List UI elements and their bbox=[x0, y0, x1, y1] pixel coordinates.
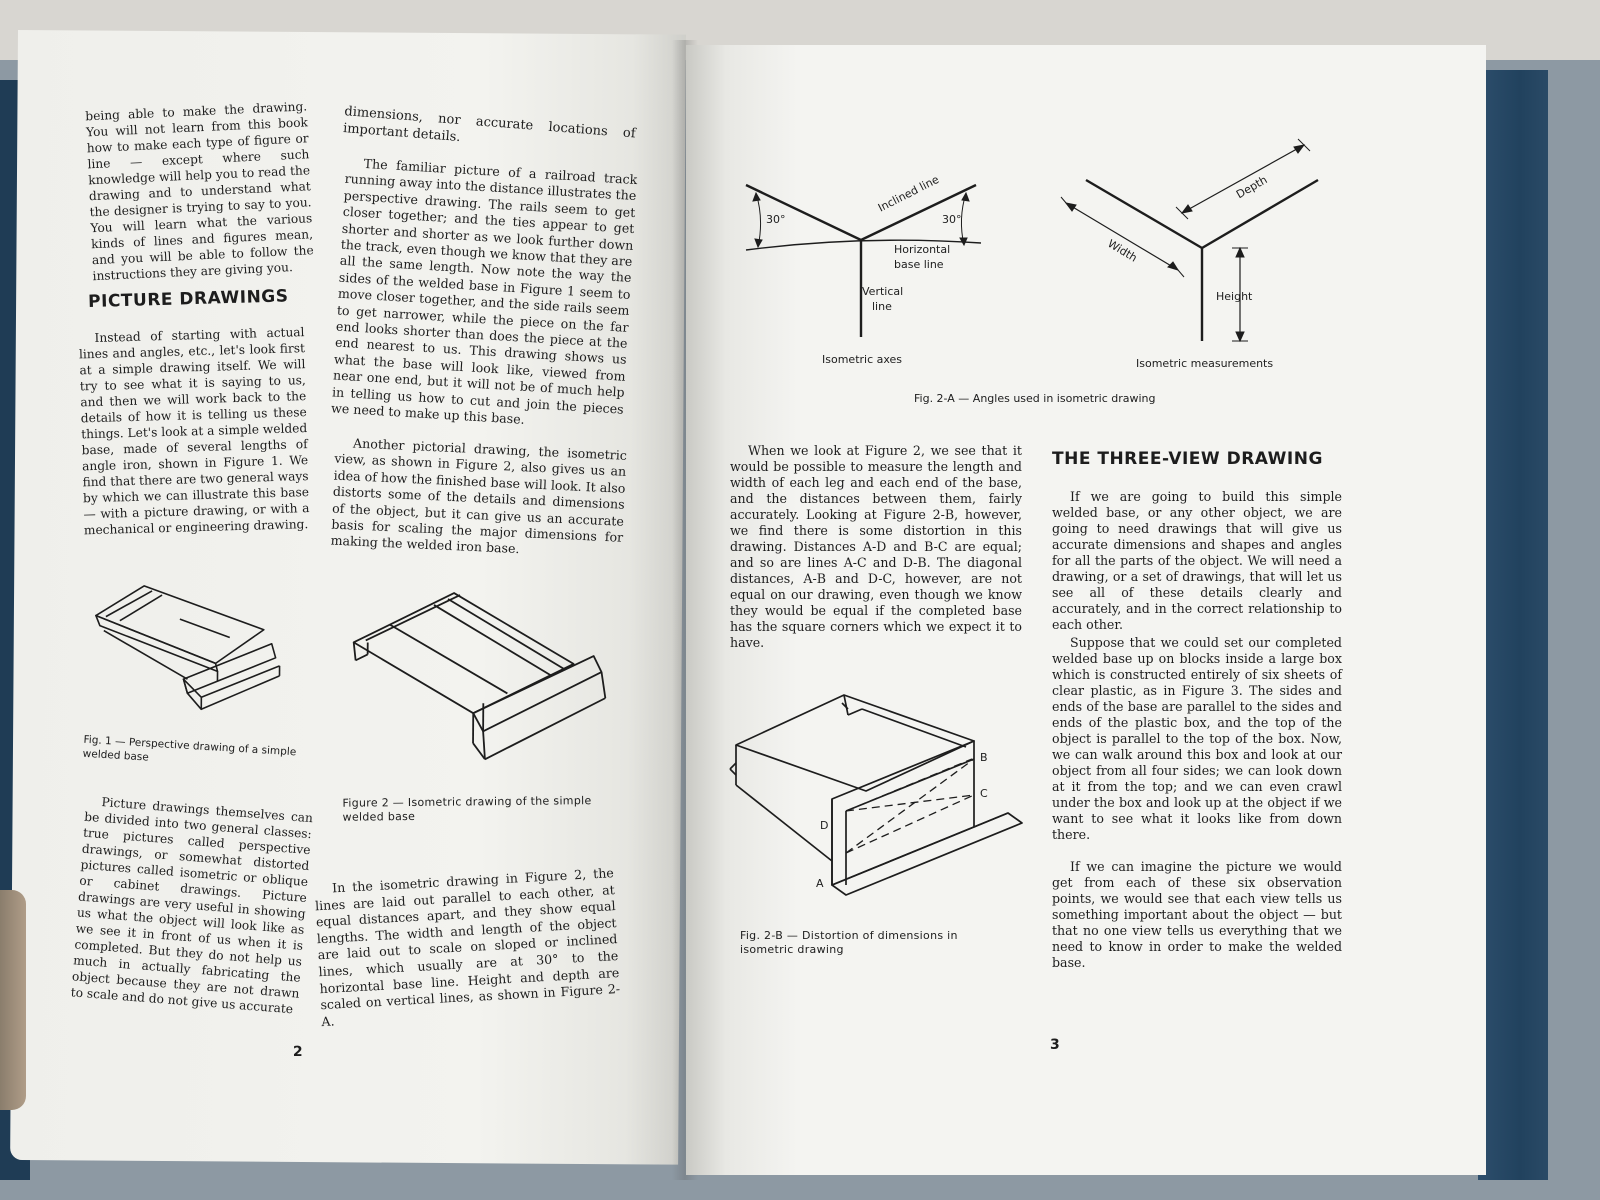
figure-2-caption: Figure 2 — Isometric drawing of the simple welded base bbox=[342, 794, 592, 824]
figure-1-perspective-base bbox=[83, 570, 294, 721]
figure-2-isometric-base bbox=[343, 582, 614, 764]
right-page bbox=[686, 45, 1486, 1175]
right-col2-para1: If we are going to build this simple welded base, or any other object, we are going to need drawings that will give us accurate dimensions and shapes and angles for all the parts of the object. We will need a drawing, or a set of drawings, that will let us see all of these details clearly and accurately, and in the correct relationship to each other. bbox=[1052, 489, 1342, 632]
figure-2b-caption: Fig. 2-B — Distortion of dimensions in isometric drawing bbox=[740, 929, 958, 956]
angle-left-label: 30° bbox=[766, 213, 786, 226]
thumb-edge bbox=[0, 890, 26, 1110]
left-col1-para: Instead of starting with actual lines and angles, etc., let's look first at a simple drawing itself. We will try to see what it is saying to us, and then we will work back to the details of how it is telling us these things. Let's look at a simple welded base, made of several lengths of angle iron, shown in Figure 1. We find that there are two general ways by which we can illustrate this base — with a picture drawing, or with a mechanical or engineering drawing. bbox=[78, 325, 310, 538]
left-col2-top: dimensions, nor accurate locations of important details. bbox=[342, 104, 637, 145]
isometric-measurements-caption: Isometric measurements bbox=[1136, 357, 1274, 370]
right-col2-para3: If we can imagine the picture we would get from each of these six observation points, we would see that each view tells us something important about the object — but that no one view tells us everything that we need to know in order to make the welded base. bbox=[1052, 859, 1342, 970]
figure-1-caption: Fig. 1 — Perspective drawing of a simple welded base bbox=[82, 733, 297, 764]
right-col1-para: When we look at Figure 2, we see that it would be possible to measure the length and width of each leg and each end of the base, and the distances between them, fairly accurately. Looking at Figure 2-B, however, we find there is some distortion in this drawing. Distances A-D and B-C are equal; and so are lines A-C and D-B. The diagonal distances, A-B and D-C, however, are not equal on our drawing, even though we know they would be equal if the completed base has the square corners which we expect it to have. bbox=[730, 443, 1022, 650]
heading-three-view-drawing: THE THREE-VIEW DRAWING bbox=[1052, 449, 1323, 469]
figure-2a-isometric-axes bbox=[736, 172, 996, 375]
left-col1-intro: being able to make the drawing. You will not learn from this book how to make each type of figure or line — except where such knowledge will help you to read the drawing and to understand what the designer is trying to say to you. You will learn what the various kinds of lines and figures mean, and you will be able to follow the instructions they are giving you. bbox=[85, 99, 314, 284]
heading-picture-drawings: PICTURE DRAWINGS bbox=[87, 286, 289, 312]
left-col2-bottom: In the isometric drawing in Figure 2, the lines are laid out parallel to each other, at equal distances apart, and they show equal lengths. The width and length of the object are laid out to scale on sloped or inclined lines, which usually are at 30° to the horizontal base line. Height and depth are scaled on vertical lines, as shown in Figure 2-A. bbox=[314, 865, 621, 1029]
width-label: Width bbox=[1105, 237, 1140, 265]
left-col1-bottom: Picture drawings themselves can be divided into two general classes: true pictures called perspective drawings, or somewhat distorted pictures called isometric or oblique or cabinet drawings. Picture drawings are very useful in showing us what the object will look like as we see it in front of us when it is completed. But they do not help us much in actually fabricating the object because they are not drawn to scale and do not give us accurate bbox=[70, 795, 314, 1017]
left-page bbox=[10, 30, 686, 1165]
vertical-label-2: line bbox=[872, 300, 892, 313]
book-cover-right-edge bbox=[1478, 70, 1548, 1180]
point-a-label: A bbox=[816, 877, 824, 890]
page-number-3: 3 bbox=[1050, 1037, 1060, 1053]
point-b-label: B bbox=[980, 751, 988, 764]
left-col2-para1: The familiar picture of a railroad track running away into the distance illustrates the perspective drawing. The rails seem to get closer together; and the ties appear to get shorter and shorter as we look further down the track, even though we know that they are all the same length. Now note the way the sides of the welded base in Figure 1 seem to move closer together, and the side rails seem to get narrower, while the piece on the far end looks shorter than does the piece at the end nearest to us. This drawing shows us what the base will look like, viewed from near one end, but it will not be of much help in telling us how to cut and join the pieces we need to make up this base. bbox=[330, 155, 638, 427]
point-d-label: D bbox=[820, 819, 829, 832]
height-label: Height bbox=[1216, 290, 1253, 303]
vertical-label: Vertical bbox=[862, 285, 904, 298]
left-col2-para2: Another pictorial drawing, the isometric view, as shown in Figure 2, also gives us an idea of how the finished base will look. It also distorts some of the details and dimensions of the object, but it can give us an accurate basis for scaling the major dimensions for making the welded iron base. bbox=[330, 435, 628, 557]
depth-label: Depth bbox=[1234, 173, 1270, 202]
horizontal-label: Horizontal bbox=[894, 243, 951, 256]
horizontal-label-2: base line bbox=[894, 258, 944, 271]
isometric-axes-caption: Isometric axes bbox=[822, 353, 903, 366]
inclined-line-label: Inclined line bbox=[876, 172, 942, 215]
figure-2a-caption: Fig. 2-A — Angles used in isometric drawing bbox=[914, 392, 1156, 405]
right-col2-para2: Suppose that we could set our completed welded base up on blocks inside a large box which is constructed entirely of six sheets of clear plastic, as in Figure 3. The sides and ends of the base are parallel to the sides and ends of the plastic box, and the top of the object is parallel to the top of the box. Now, we can walk around this box and look at our object from all four sides; we can look down at it from the top; and we can even crawl under the box and look up at the object if we want to see what it looks like from down there. bbox=[1052, 635, 1342, 842]
point-c-label: C bbox=[980, 787, 988, 800]
page-number-2: 2 bbox=[292, 1043, 303, 1061]
angle-right-label: 30° bbox=[942, 213, 962, 226]
figure-2a-isometric-measurements bbox=[1056, 145, 1336, 365]
